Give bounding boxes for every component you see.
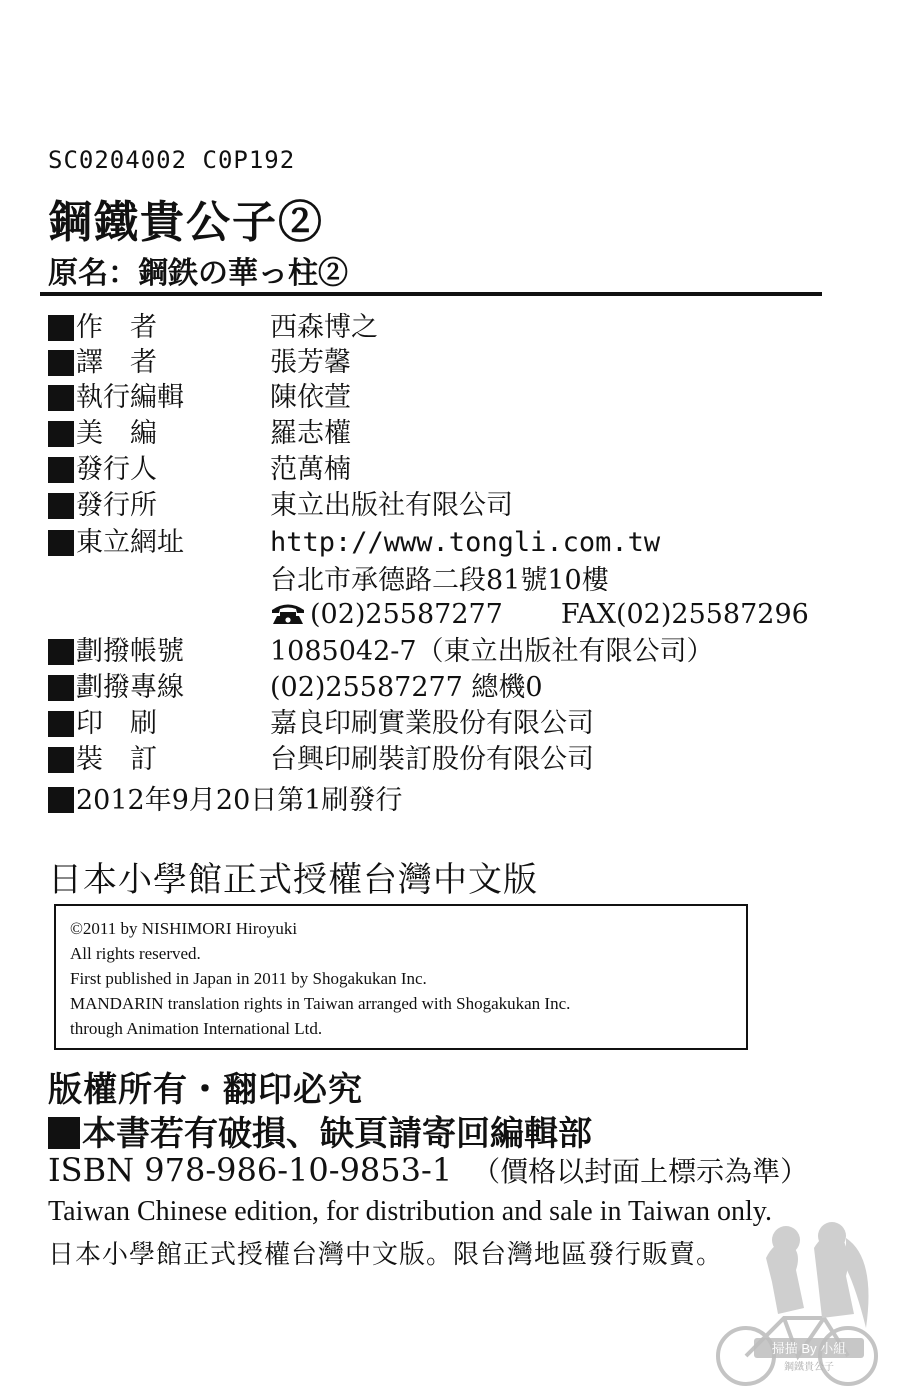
credit-row xyxy=(48,706,828,742)
credit-label: 劃撥專線 xyxy=(76,672,184,703)
original-title: 原名：鋼鉄の華っ柱② xyxy=(48,256,348,291)
bullet-square xyxy=(48,421,74,447)
copyright-line: ©2011 by NISHIMORI Hiroyuki xyxy=(70,919,298,938)
credit-label: 劃撥帳號 xyxy=(76,636,184,667)
credit-row xyxy=(48,670,828,706)
copyright-line: MANDARIN translation rights in Taiwan arranged with Shogakukan Inc. xyxy=(70,994,571,1013)
credit-label: 印 刷 xyxy=(76,708,157,739)
bullet-square xyxy=(48,639,74,665)
bullet-square xyxy=(48,350,74,376)
credit-label: 美 編 xyxy=(76,418,157,449)
credit-value: 張芳馨 xyxy=(270,347,351,378)
bullet-square xyxy=(48,530,74,556)
bullet-square xyxy=(48,385,74,411)
bullet-square xyxy=(48,675,74,701)
copyright-line: First published in Japan in 2011 by Shogakukan Inc. xyxy=(70,969,427,988)
credit-value: 1085042-7（東立出版社有限公司） xyxy=(270,636,714,667)
credit-row xyxy=(48,452,828,488)
credit-row xyxy=(48,488,828,524)
credit-value: 東立出版社有限公司 xyxy=(270,490,513,521)
copyright-box xyxy=(54,904,748,1050)
bullet-square xyxy=(48,787,74,813)
credit-value: 嘉良印刷實業股份有限公司 xyxy=(270,708,594,739)
credit-value: 羅志權 xyxy=(270,418,351,449)
credit-value: 范萬楠 xyxy=(270,454,351,485)
publication-date: 2012年9月20日第1刷發行 xyxy=(48,778,402,817)
credit-label: 發行所 xyxy=(76,490,157,521)
credit-row xyxy=(48,345,828,381)
isbn-line xyxy=(48,1150,808,1190)
price-note: （價格以封面上標示為準） xyxy=(472,1155,809,1188)
watermark-subtext: 鋼鐵貴公子 xyxy=(784,1362,834,1373)
bicycle-riders-icon xyxy=(706,1218,888,1388)
credit-value: 台興印刷裝訂股份有限公司 xyxy=(270,744,594,775)
credit-row xyxy=(48,310,828,346)
edition-chinese: 日本小學館正式授權台灣中文版。限台灣地區發行販賣。 xyxy=(48,1240,724,1270)
credit-label: 作 者 xyxy=(76,312,157,343)
edition-english: Taiwan Chinese edition, for distribution and sale in Taiwan only. xyxy=(48,1196,772,1227)
credit-value: http://www.tongli.com.tw xyxy=(270,527,661,558)
product-code: SC0204002 C0P192 xyxy=(48,146,296,174)
damage-notice: 本書若有破損、缺頁請寄回編輯部 xyxy=(48,1106,592,1155)
credit-label: 執行編輯 xyxy=(76,382,184,413)
phone-number: (02)25587277 xyxy=(310,599,503,630)
fax-number: FAX(02)25587296 xyxy=(560,599,809,630)
header-divider xyxy=(40,292,822,296)
bullet-square xyxy=(48,457,74,483)
telephone-icon xyxy=(270,599,306,623)
authorization-notice: 日本小學館正式授權台灣中文版 xyxy=(48,860,538,900)
credit-row xyxy=(48,742,828,778)
credit-value: (02)25587277 總機0 xyxy=(270,672,543,703)
copyright-line: All rights reserved. xyxy=(70,944,201,963)
credit-row xyxy=(48,525,828,561)
credit-label: 譯 者 xyxy=(76,347,157,378)
watermark-text: 掃描 By 小組 xyxy=(771,1341,847,1356)
credit-value: 陳依萱 xyxy=(270,382,351,413)
credit-row xyxy=(48,416,828,452)
bullet-square xyxy=(48,493,74,519)
copyright-line: through Animation International Ltd. xyxy=(70,1019,323,1038)
rights-reserved: 版權所有・翻印必究 xyxy=(48,1070,363,1110)
bullet-square xyxy=(48,747,74,773)
scanner-watermark xyxy=(706,1218,888,1388)
credit-row xyxy=(48,634,828,670)
credit-value: 西森博之 xyxy=(270,312,378,343)
bullet-square xyxy=(48,315,74,341)
credit-label: 裝 訂 xyxy=(76,744,157,775)
credit-row xyxy=(48,380,828,416)
bullet-square xyxy=(48,711,74,737)
book-title: 鋼鐵貴公子② xyxy=(48,197,324,248)
address: 台北市承德路二段81號10樓 xyxy=(270,565,609,596)
credit-label: 東立網址 xyxy=(76,527,184,558)
phone-line xyxy=(270,597,809,633)
isbn-number: ISBN 978-986-10-9853-1 xyxy=(48,1151,453,1189)
credit-label: 發行人 xyxy=(76,454,157,485)
bullet-square xyxy=(48,1117,80,1149)
